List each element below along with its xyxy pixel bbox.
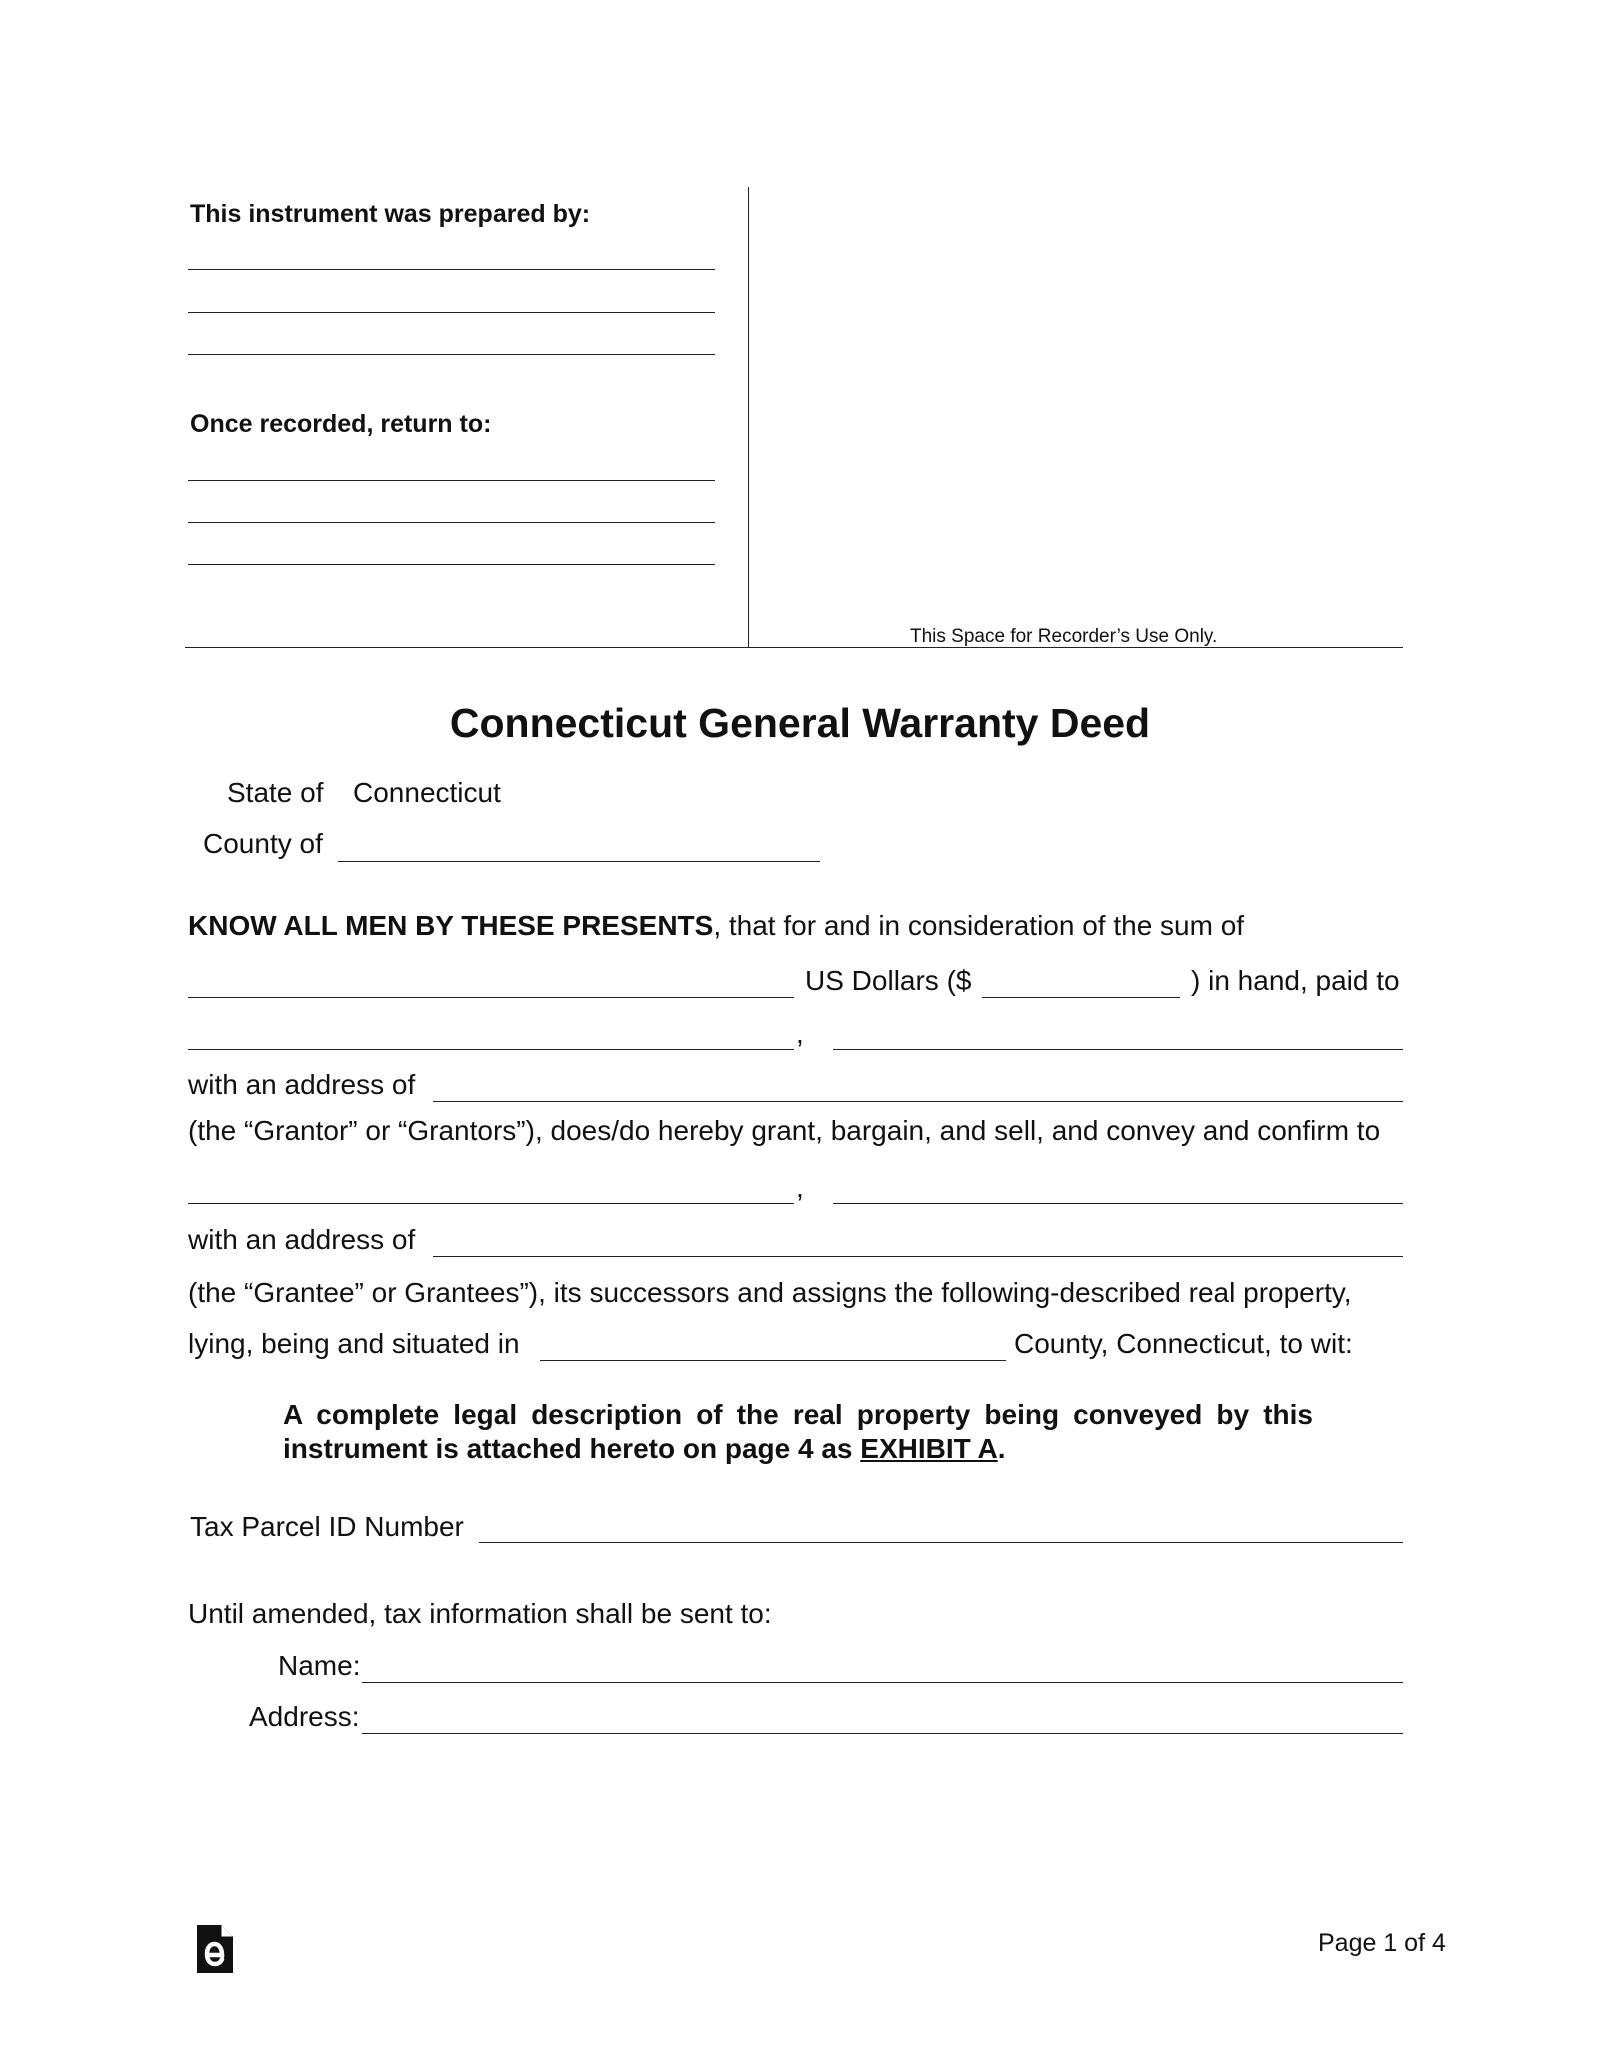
situated-county-field[interactable] — [540, 1360, 1006, 1361]
county-connecticut-label: County, Connecticut, to wit: — [1014, 1328, 1353, 1359]
tax-name-field[interactable] — [362, 1682, 1403, 1683]
prepared-by-line-1[interactable] — [188, 269, 715, 270]
in-hand-label: ) in hand, paid to — [1191, 965, 1400, 996]
grantee-name-field-1[interactable] — [188, 1203, 794, 1204]
return-to-line-1[interactable] — [188, 480, 715, 481]
tax-address-label: Address: — [249, 1701, 360, 1732]
grantor-address-label: with an address of — [188, 1069, 416, 1100]
document-title: Connecticut General Warranty Deed — [449, 700, 1151, 746]
tax-name-label: Name: — [278, 1650, 361, 1681]
consideration-text: , that for and in consideration of the sum of — [713, 910, 1245, 941]
state-label: State of — [227, 777, 324, 808]
prepared-by-line-3[interactable] — [188, 354, 715, 355]
situated-label: lying, being and situated in — [188, 1328, 520, 1359]
grantee-comma: , — [796, 1172, 804, 1203]
grantee-name-field-2[interactable] — [833, 1203, 1403, 1204]
grantor-clause: (the “Grantor” or “Grantors”), does/do hereby grant, bargain, and sell, and convey and confirm to — [188, 1115, 1381, 1146]
grantor-comma: , — [796, 1018, 804, 1049]
consideration-words-field[interactable] — [188, 997, 794, 998]
return-to-line-3[interactable] — [188, 564, 715, 565]
us-dollars-label: US Dollars ($ — [805, 965, 972, 996]
county-label: County of — [203, 828, 323, 859]
tax-info-instruction: Until amended, tax information shall be sent to: — [188, 1598, 772, 1629]
tax-parcel-field[interactable] — [479, 1542, 1403, 1543]
header-bottom-rule — [185, 647, 1403, 648]
legal-description-note — [283, 1398, 1313, 1466]
legal-description-text: A complete legal description of the real property being conveyed by this instrument is attached hereto on page 4 as — [283, 1399, 1313, 1464]
grantor-name-field-2[interactable] — [833, 1049, 1403, 1050]
return-to-line-2[interactable] — [188, 522, 715, 523]
return-to-label: Once recorded, return to: — [190, 410, 492, 438]
exhibit-a-reference: EXHIBIT A — [860, 1433, 998, 1464]
dollar-amount-field[interactable] — [982, 997, 1180, 998]
prepared-by-line-2[interactable] — [188, 312, 715, 313]
county-field[interactable] — [338, 861, 820, 862]
grantor-address-field[interactable] — [433, 1101, 1403, 1102]
grantor-name-field-1[interactable] — [188, 1049, 794, 1050]
esign-logo-icon — [197, 1925, 233, 1973]
consideration-sentence — [188, 910, 1244, 942]
legal-description-period: . — [997, 1433, 1006, 1464]
state-value: Connecticut — [353, 777, 501, 808]
grantee-address-field[interactable] — [433, 1256, 1403, 1257]
know-all-heading: KNOW ALL MEN BY THESE PRESENTS — [188, 910, 714, 941]
tax-parcel-label: Tax Parcel ID Number — [190, 1511, 464, 1542]
recorder-use-note: This Space for Recorder’s Use Only. — [910, 626, 1218, 647]
grantee-clause: (the “Grantee” or Grantees”), its successors and assigns the following-described real property, — [188, 1277, 1352, 1308]
grantee-address-label: with an address of — [188, 1224, 416, 1255]
recorder-box-divider — [748, 187, 749, 647]
prepared-by-label: This instrument was prepared by: — [190, 200, 591, 228]
page-number: Page 1 of 4 — [1318, 1929, 1446, 1957]
tax-address-field[interactable] — [362, 1733, 1403, 1734]
